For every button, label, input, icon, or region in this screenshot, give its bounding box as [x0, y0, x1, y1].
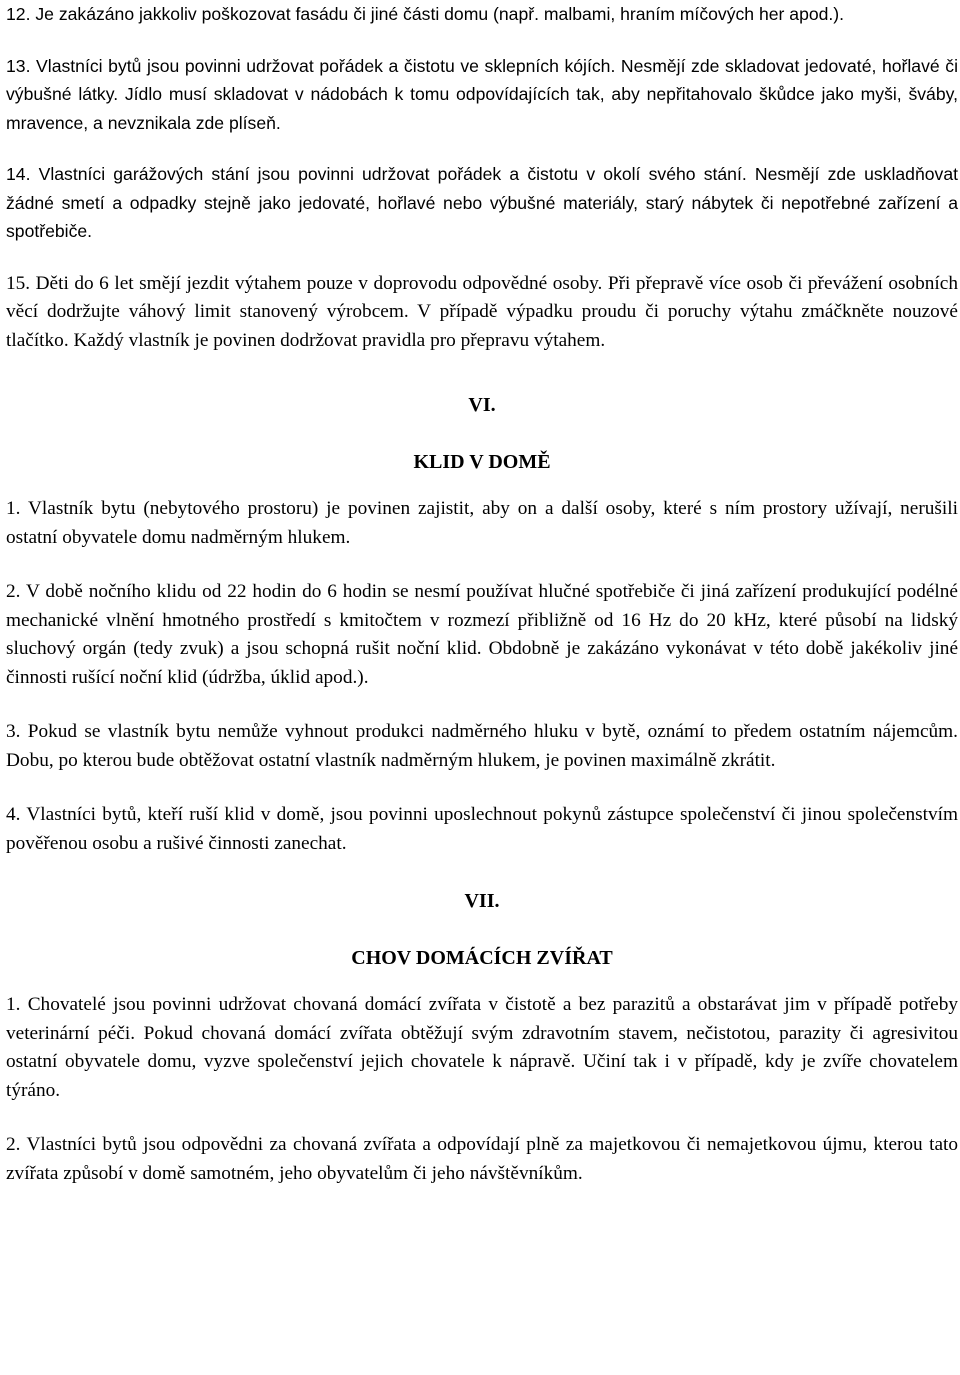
rule-14-paragraph: 14. Vlastníci garážových stání jsou povinni udržovat pořádek a čistotu v okolí svého stání. Nesmějí zde uskladňovat žádné smetí a odpadky stejně jako jedovaté, hořlavé nebo výbušné materiály, starý nábytek či nepotřebné zařízení a spotřebiče.	[6, 164, 958, 241]
rule-13-paragraph: 13. Vlastníci bytů jsou povinni udržovat pořádek a čistotu ve sklepních kójích. Nesmějí zde skladovat jedovaté, hořlavé či výbušné látky. Jídlo musí skladovat v nádobách k tomu odpovídajících tak, aby nepřitahovalo škůdce jako myši, šváby, mravence, a nevznikala zde plíseň.	[6, 55, 958, 133]
document-page	[6, 0, 958, 1188]
section-vi-paragraph-3: 3. Pokud se vlastník bytu nemůže vyhnout produkci nadměrného hluku v bytě, oznámí to předem ostatním nájemcům. Dobu, po kterou bude obtěžovat ostatní vlastník nadměrným hlukem, je povinen maximálně zkrátit.	[6, 721, 958, 771]
section-vii-title: CHOV DOMÁCÍCH ZVÍŘAT	[351, 946, 613, 969]
section-vii-number: VII.	[464, 890, 500, 912]
section-vii-paragraph-1: 1. Chovatelé jsou povinni udržovat chovaná domácí zvířata v čistotě a bez parazitů a obstarávat jim v případě potřeby veterinární péči. Pokud chovaná domácí zvířata obtěžují svým zdravotním stavem, nečistotou, parazity či agresivitou ostatní obyvatele domu, vyzve společenství jejich chovatele k nápravě. Učiní tak i v případě, kdy je zvíře chovatelem týráno.	[6, 994, 958, 1101]
section-vi-paragraph-4: 4. Vlastníci bytů, kteří ruší klid v domě, jsou povinni uposlechnout pokynů zástupce společenství či jinou společenstvím pověřenou osobu a rušivé činnosti zanechat.	[6, 804, 958, 854]
rule-15-paragraph: 15. Děti do 6 let smějí jezdit výtahem pouze v doprovodu odpovědné osoby. Při přepravě více osob či převážení osobních věcí dodržujte váhový limit stanovený výrobcem. V případě výpadku proudu či poruchy výtahu zmáčkněte nouzové tlačítko. Každý vlastník je povinen dodržovat pravidla pro přepravu výtahem.	[6, 272, 958, 351]
section-vii-paragraph-2: 2. Vlastníci bytů jsou odpovědni za chovaná zvířata a odpovídají plně za majetkovou či nemajetkovou újmu, kterou tato zvířata způsobí v domě samotném, jeho obyvatelům či jeho návštěvníkům.	[6, 1134, 958, 1184]
rule-12-paragraph: 12. Je zakázáno jakkoliv poškozovat fasádu či jiné části domu (např. malbami, hraním míčových her apod.).	[6, 4, 845, 24]
section-vi-paragraph-2: 2. V době nočního klidu od 22 hodin do 6 hodin se nesmí používat hlučné spotřebiče či jiná zařízení produkující podélné mechanické vlnění hmotného prostředí s kmitočtem v rozmezí přibližně od 16 Hz do 20 kHz, které působí na lidský sluchový orgán (tedy zvuk) a jsou schopná rušit noční klid. Obdobně je zakázáno vykonávat v této době jakékoliv jiné činnosti rušící noční klid (údržba, úklid apod.).	[6, 581, 958, 688]
section-vi-paragraph-1: 1. Vlastník bytu (nebytového prostoru) je povinen zajistit, aby on a další osoby, které s ním prostory užívají, nerušili ostatní obyvatele domu nadměrným hlukem.	[6, 498, 958, 548]
section-vi-title: KLID V DOMĚ	[413, 450, 551, 473]
section-vi-number: VI.	[468, 394, 496, 416]
